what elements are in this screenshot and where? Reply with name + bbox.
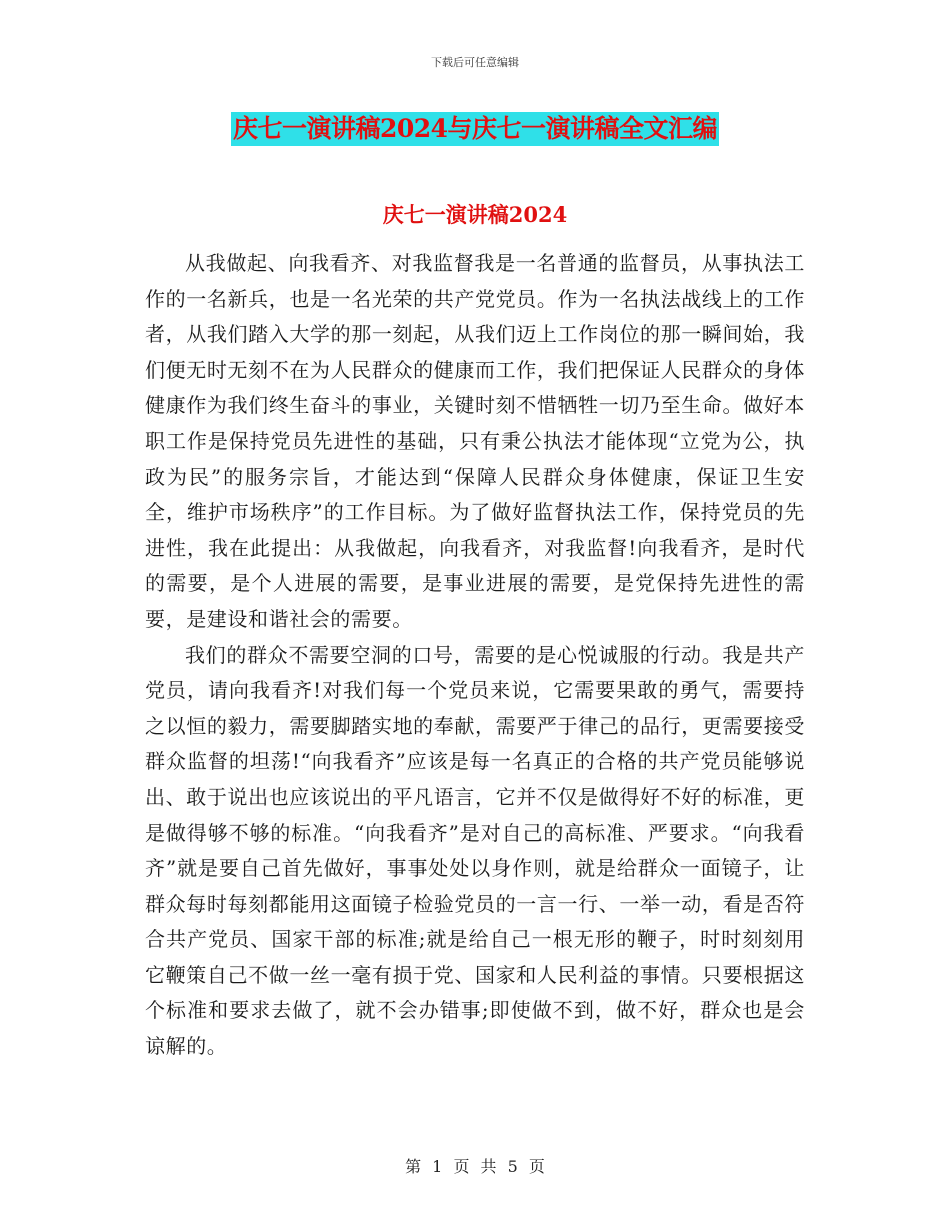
page-number-footer: 第 1 页 共 5 页 bbox=[405, 1157, 545, 1176]
paragraph: 从我做起、向我看齐、对我监督我是一名普通的监督员，从事执法工作的一名新兵，也是一名光荣的共产党党员。作为一名执法战线上的工作者，从我们踏入大学的那一刻起，从我们迈上工作岗位的那一瞬间始，我们便无时无刻不在为人民群众的健康而工作，我们把保证人民群众的身体健康作为我们终生奋斗的事业，关键时刻不惜牺牲一切乃至生命。做好本职工作是保持党员先进性的基础，只有秉公执法才能体现“立党为公，执政为民”的服务宗旨，才能达到“保障人民群众身体健康，保证卫生安全，维护市场秩序”的工作目标。为了做好监督执法工作，保持党员的先进性，我在此提出：从我做起，向我看齐，对我监督!向我看齐，是时代的需要，是个人进展的需要，是事业进展的需要，是党保持先进性的需要，是建设和谐社会的需要。 bbox=[145, 251, 805, 631]
paragraph: 我们的群众不需要空洞的口号，需要的是心悦诚服的行动。我是共产党员，请向我看齐!对我们每一个党员来说，它需要果敢的勇气，需要持之以恒的毅力，需要脚踏实地的奉献，需要严于律己的品行，更需要接受群众监督的坦荡!“向我看齐”应该是每一名真正的合格的共产党员能够说出、敢于说出也应该说出的平凡语言，它并不仅是做得好不好的标准，更是做得够不够的标准。“向我看齐”是对自己的高标准、严要求。“向我看齐”就是要自己首先做好，事事处处以身作则，就是给群众一面镜子，让群众每时每刻都能用这面镜子检验党员的一言一行、一举一动，看是否符合共产党员、国家干部的标准;就是给自己一根无形的鞭子，时时刻刻用它鞭策自己不做一丝一毫有损于党、国家和人民利益的事情。只要根据这个标准和要求去做了，就不会办错事;即使做不到，做不好，群众也是会谅解的。 bbox=[145, 642, 805, 1059]
document-title: 庆七一演讲稿2024与庆七一演讲稿全文汇编 bbox=[231, 112, 719, 146]
document-title-container bbox=[0, 112, 950, 146]
header-note: 下载后可任意编辑 bbox=[431, 56, 519, 69]
document-body bbox=[145, 246, 805, 1065]
section-title: 庆七一演讲稿2024 bbox=[382, 202, 568, 227]
